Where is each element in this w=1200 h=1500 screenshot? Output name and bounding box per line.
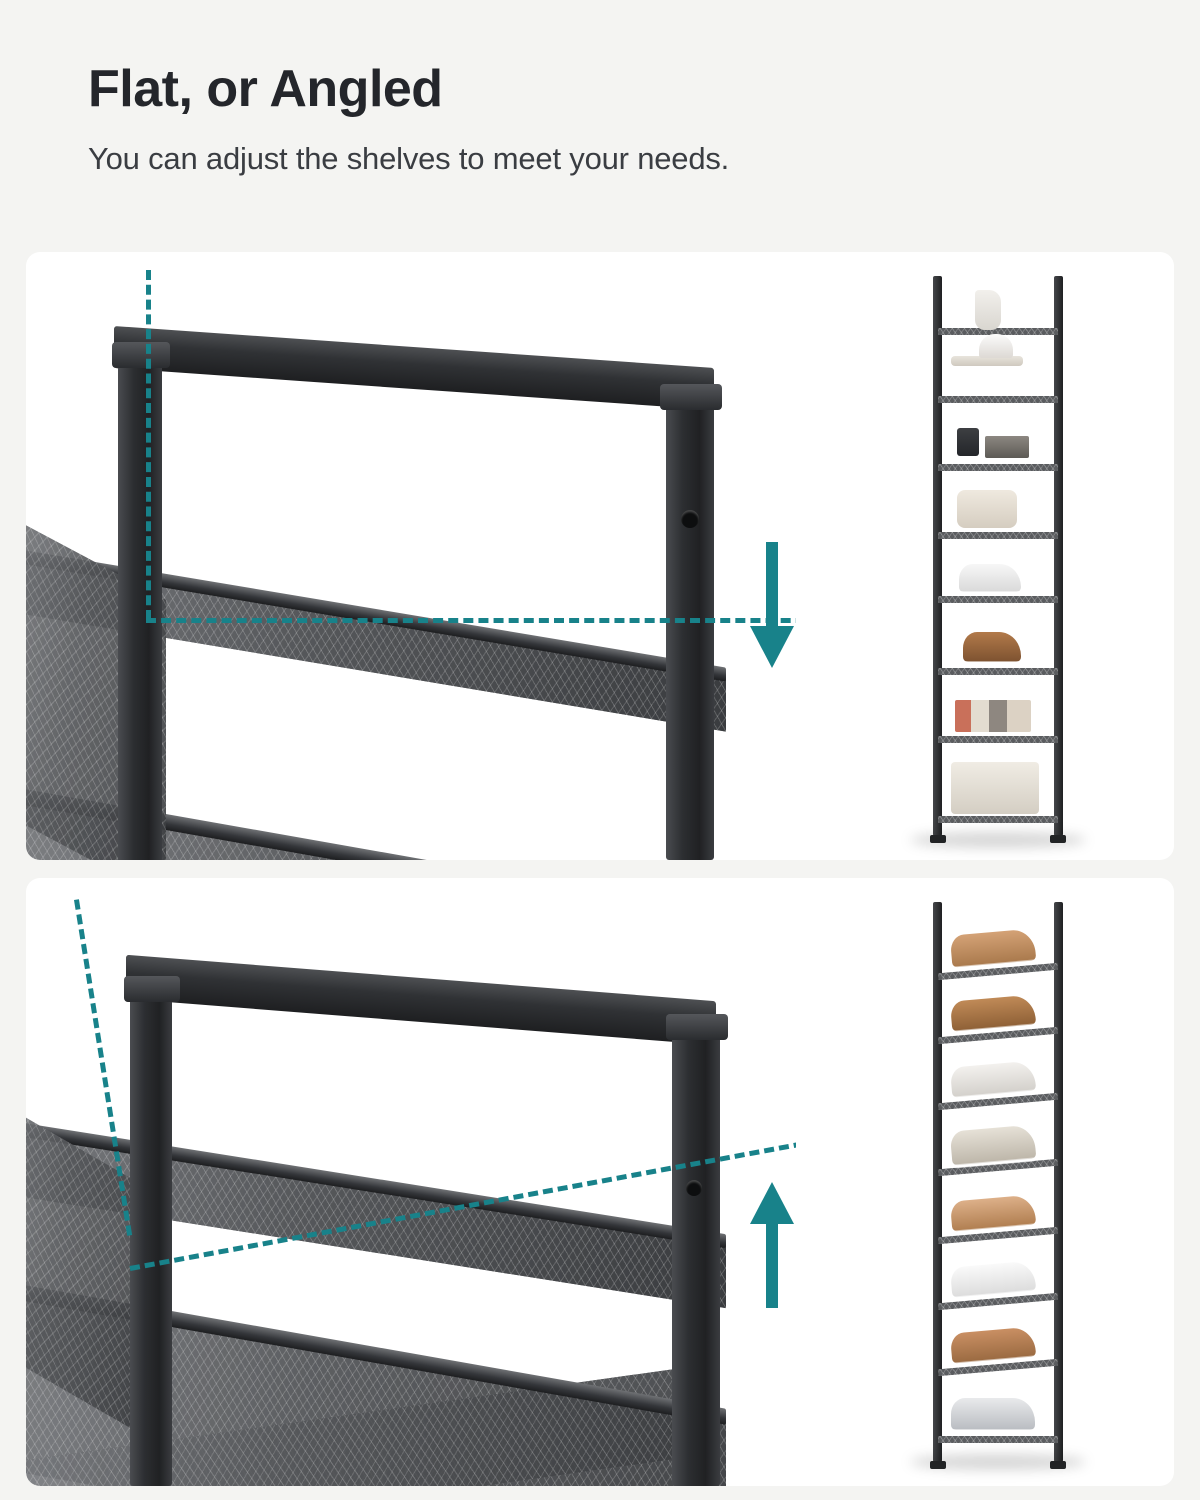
shoe-item xyxy=(950,1326,1036,1363)
rack-left-post xyxy=(933,902,942,1462)
angled-shelf-closeup-photo xyxy=(26,878,796,1486)
notebook-item xyxy=(985,436,1029,458)
angled-rack-product-photo xyxy=(848,902,1148,1462)
left-post-cap-flat xyxy=(112,342,170,368)
shoe-item xyxy=(950,928,1036,967)
book-row-item xyxy=(955,700,1031,732)
shelf-adjustment-hole-angled xyxy=(686,1180,702,1196)
flat-shelf-closeup-photo xyxy=(26,252,796,860)
product-shadow xyxy=(910,1454,1086,1470)
right-post-cap-flat xyxy=(660,384,722,410)
rack-right-post xyxy=(1054,276,1063,836)
vase-item xyxy=(975,290,1001,330)
left-post-angled xyxy=(130,996,172,1486)
storage-rack-flat xyxy=(933,276,1063,836)
flat-shelf-panel xyxy=(26,252,1174,860)
shoe-item xyxy=(950,1194,1036,1231)
product-shadow xyxy=(910,832,1086,848)
rack-right-post xyxy=(1054,902,1063,1462)
shoe-rack-angled xyxy=(933,902,1063,1462)
page-title: Flat, or Angled xyxy=(88,60,443,118)
rack-left-post xyxy=(933,276,942,836)
page-subtitle: You can adjust the shelves to meet your needs. xyxy=(88,140,730,176)
top-rail-angled xyxy=(126,955,716,1045)
flat-rack-product-photo xyxy=(848,276,1148,836)
left-post-cap-angled xyxy=(124,976,180,1002)
shoe-item xyxy=(950,994,1036,1031)
reference-line-horizontal-flat xyxy=(146,618,796,623)
up-arrow-icon xyxy=(744,1178,800,1308)
rack-shelf xyxy=(938,736,1058,743)
basket-item xyxy=(957,490,1017,528)
shelf-adjustment-hole-flat xyxy=(681,510,699,528)
reference-line-vertical-flat xyxy=(146,270,151,620)
header xyxy=(0,0,1200,177)
pen-cup-item xyxy=(957,428,979,456)
rack-shelf-angled xyxy=(938,1436,1058,1443)
rack-shelf xyxy=(938,668,1058,675)
rack-shelf xyxy=(938,596,1058,603)
right-post-cap-angled xyxy=(666,1014,728,1040)
shoe-item xyxy=(950,1060,1036,1097)
lamp-item xyxy=(979,334,1013,358)
left-post-flat xyxy=(118,362,162,860)
shoe-pair-item xyxy=(959,564,1021,592)
rack-shelf xyxy=(938,464,1058,471)
rack-shelf xyxy=(938,532,1058,539)
right-post-angled xyxy=(672,1030,720,1486)
shoe-item xyxy=(951,1398,1035,1430)
angled-shelf-panel xyxy=(26,878,1174,1486)
right-post-flat xyxy=(666,400,714,860)
down-arrow-icon xyxy=(744,542,800,672)
rack-shelf xyxy=(938,396,1058,403)
rack-shelf xyxy=(938,816,1058,823)
shoe-pair-item xyxy=(963,632,1021,662)
shoe-item xyxy=(950,1124,1037,1165)
shoe-item xyxy=(950,1260,1036,1297)
top-rail-flat xyxy=(114,326,714,410)
storage-bin-item xyxy=(951,762,1039,814)
